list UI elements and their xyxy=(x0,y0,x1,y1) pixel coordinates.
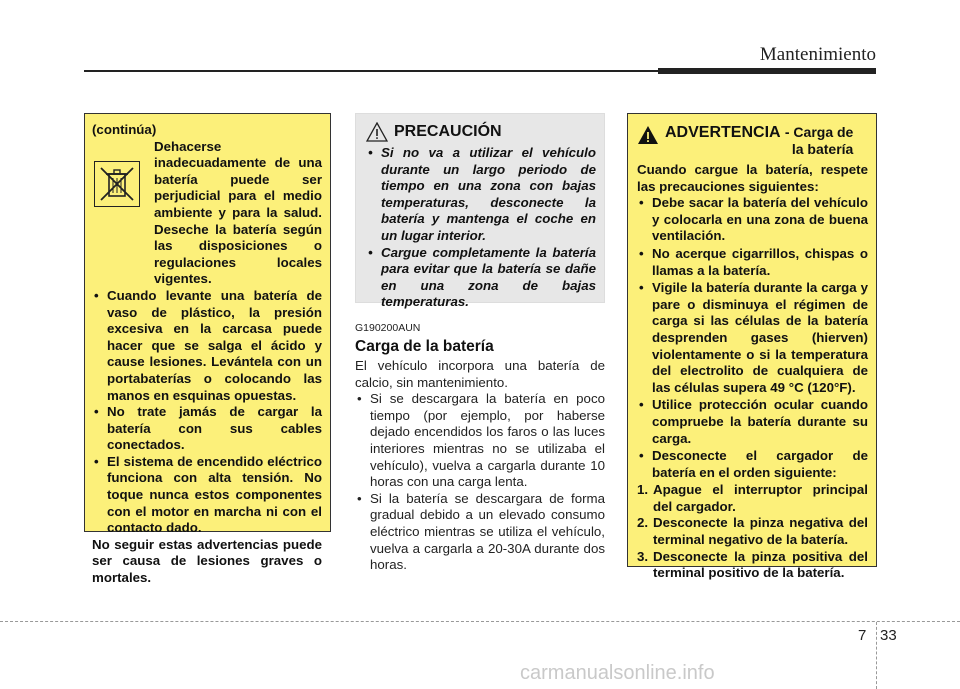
list-item xyxy=(637,515,868,548)
caution-box xyxy=(355,113,605,310)
list-item: • Si no va a utilizar el vehículo durante un largo periodo de tiempo en una zona con bajas temperaturas, desconecte la batería y mantenga el coche en un lugar interior. xyxy=(366,145,596,245)
step-number: 2. xyxy=(637,515,649,531)
step-text: Apague el interruptor principal del cargador. xyxy=(653,482,868,514)
battery-disposal-warning-box xyxy=(84,113,331,586)
list-item: • Cargue completamente la batería para evitar que la batería se dañe en una zona de bajas temperaturas. xyxy=(366,245,596,311)
disconnect-steps xyxy=(637,482,868,582)
warning-subtitle-2: la batería xyxy=(791,141,854,157)
warning-intro: Cuando cargue la batería, respete las precauciones siguientes: xyxy=(637,162,868,194)
page-header-title: Mantenimiento xyxy=(759,44,876,65)
step-text: Desconecte la pinza negativa del terminal negativo de la batería. xyxy=(653,515,868,548)
page-number: 33 xyxy=(880,627,897,644)
warning-triangle-outline-icon xyxy=(366,122,388,142)
list-item: • Si se descargara la batería en poco tiempo (por ejemplo, por haberse dejado encendidos los faros o las luces interiores mientras no se utilizaba el vehículo), vuelva a cargarla durante 10 horas con una carga lenta. xyxy=(355,391,605,491)
list-item: • Vigile la batería durante la carga y pare o disminuya el régimen de carga si las células de la batería desprenden gases (hierven) violentamente o si la temperatura del electrolito de cualquiera de las células supera 49 °C (120°F). xyxy=(637,280,868,396)
page-number-divider xyxy=(876,622,877,689)
footer-rule xyxy=(0,621,960,622)
section-list xyxy=(355,391,605,574)
step-number: 3. xyxy=(637,548,649,564)
warning-triangle-filled-icon xyxy=(637,125,659,145)
continued-label: (continúa) xyxy=(92,122,157,137)
header-rule-accent xyxy=(658,68,876,74)
list-item: • No trate jamás de cargar la batería con sus cables conectados. xyxy=(92,404,322,454)
chapter-number: 7 xyxy=(858,627,867,644)
watermark: carmanualsonline.info xyxy=(520,662,715,684)
list-item: • Utilice protección ocular cuando compruebe la batería durante su carga. xyxy=(637,397,868,447)
charging-warning-box xyxy=(627,113,877,581)
list-item: • Si la batería se descargara de forma gradual debido a un elevado consumo eléctrico mientras se utiliza el vehículo, vuelva a cargarla a 20-30A durante dos horas. xyxy=(355,491,605,574)
list-item xyxy=(637,549,868,582)
closing-warning: No seguir estas advertencias puede ser causa de lesiones graves o mortales. xyxy=(92,536,322,586)
left-warning-list xyxy=(92,288,322,537)
caution-header xyxy=(366,122,596,142)
caution-title: PRECAUCIÓN xyxy=(394,123,502,140)
recycle-text: Dehacerse inadecuadamente de una batería puede ser perjudicial para el medio ambiente y para la salud. Deseche la batería según las disposiciones o regulaciones locales vigentes. xyxy=(154,138,322,287)
list-item: • Debe sacar la batería del vehículo y colocarla en una zona de buena ventilación. xyxy=(637,195,868,245)
warning-subtitle: - Carga de xyxy=(784,124,854,140)
warning-header xyxy=(637,124,868,158)
list-item: • Desconecte el cargador de batería en el orden siguiente: xyxy=(637,448,868,481)
crossed-out-bin-icon xyxy=(94,161,140,207)
recycle-notice xyxy=(92,139,322,288)
warning-title: ADVERTENCIA xyxy=(665,124,781,141)
list-item: • Cuando levante una batería de vaso de plástico, la presión excesiva en la carcasa puede hacer que se salga el ácido y cause lesiones. Levántela con un portabaterías o colocando las manos en esquinas opuestas. xyxy=(92,288,322,404)
section-code: G190200AUN xyxy=(355,322,421,334)
list-item: • No acerque cigarrillos, chispas o llamas a la batería. xyxy=(637,246,868,279)
list-item xyxy=(637,482,868,515)
list-item: • El sistema de encendido eléctrico funciona con alta tensión. No toque nunca estos componentes con el motor en marcha ni con el contacto dado. xyxy=(92,454,322,537)
section-body xyxy=(355,358,605,574)
step-text: Desconecte la pinza positiva del terminal positivo de la batería. xyxy=(653,548,868,581)
warning-list xyxy=(637,195,868,481)
section-title: Carga de la batería xyxy=(355,338,494,355)
section-intro: El vehículo incorpora una batería de calcio, sin mantenimiento. xyxy=(355,358,605,390)
warning-title-block xyxy=(665,124,853,158)
step-number: 1. xyxy=(637,482,649,498)
caution-list xyxy=(366,145,596,311)
